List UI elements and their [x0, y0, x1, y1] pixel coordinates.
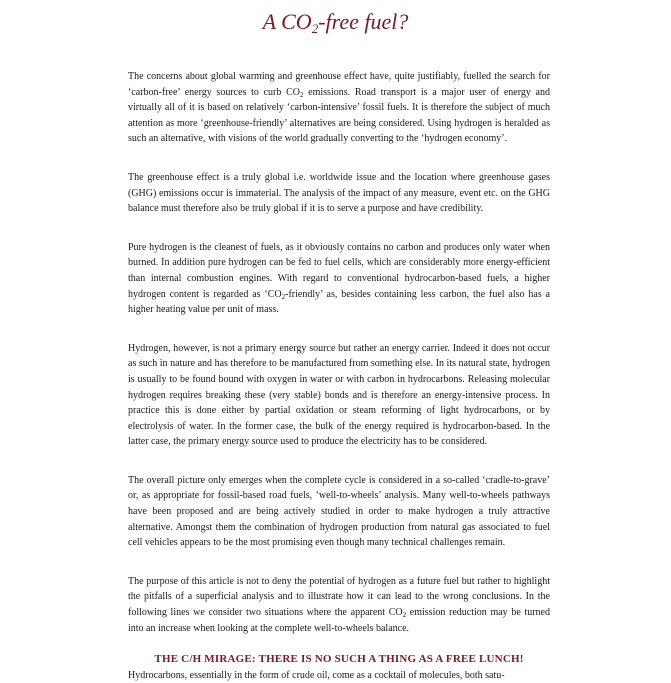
article-title — [0, 8, 671, 36]
subscript: 2 — [281, 292, 286, 301]
paragraph-text: emissions. Road transport is a major user of energy and virtually all of it is based on relatively ‘carbon-intensive’ fossil fuels. It is therefore the subject of much attention as more ‘greenhouse-friendly’ alternatives are being considered. Using hydrogen is heralded as such an alternative, with visions of the world gradually converting to the ‘hydrogen economy’. — [128, 86, 550, 145]
paragraph-3 — [128, 240, 550, 318]
paragraph-1 — [128, 69, 550, 147]
subscript: 2 — [402, 611, 407, 620]
article-body — [128, 69, 550, 659]
paragraph-5 — [128, 473, 550, 551]
paragraph-text: emission reduction may be turned into an increase when looking at the complete well-to-wheels balance. — [128, 607, 550, 634]
title-suffix: -free fuel? — [318, 9, 409, 34]
cut-off-text-line: Hydrocarbons, essentially in the form of crude oil, come as a cocktail of molecules, both satu- — [128, 670, 505, 681]
paragraph-text: Pure hydrogen is the cleanest of fuels, as it obviously contains no carbon and produces only water when burned. In addition pure hydrogen can be fed to fuel cells, which are considerably more energy-efficient than internal combustion engines. With regard to conventional hydrocarbon-based fuels, a higher hydrogen content is regarded as ‘CO — [128, 241, 550, 300]
title-subscript: 2 — [311, 21, 319, 36]
paragraph-4 — [128, 341, 550, 450]
paragraph-text: The greenhouse effect is a truly global i.e. worldwide issue and the location where greenhouse gases (GHG) emissions occur is immaterial. The analysis of the impact of any measure, event etc. on the GHG balance must therefore also be truly global if it is to serve a purpose and have credibility. — [128, 171, 550, 215]
paragraph-text: The concerns about global warming and greenhouse effect have, quite justifiably, fuelled the search for ‘carbon-free’ energy sources to curb CO — [128, 71, 550, 98]
title-prefix: A CO — [262, 9, 312, 34]
paragraph-text: The overall picture only emerges when the complete cycle is considered in a so-called ‘cradle-to-grave’ or, as appropriate for fossil-based road fuels, ‘well-to-wheels’ analysis. Many well-to-wheels pathways have been proposed and are being actively studied in order to make hydrogen a truly attractive alternative. Amongst them the combination of hydrogen production from natural gas associated to fuel cell vehicles appears to be the most promising even though many technical challenges remain. — [128, 474, 550, 549]
paragraph-2 — [128, 170, 550, 217]
paragraph-text: The purpose of this article is not to deny the potential of hydrogen as a future fuel but rather to highlight the pitfalls of a superficial analysis and to illustrate how it can lead to the wrong conclusions. In the following lines we consider two situations where the apparent CO — [128, 575, 550, 619]
paragraph-text: -friendly’ as, besides containing less carbon, the fuel also has a higher heating value per unit of mass. — [128, 288, 551, 316]
subscript: 2 — [299, 90, 304, 99]
section-heading: THE C/H MIRAGE: THERE IS NO SUCH A THING AS A FREE LUNCH! — [154, 653, 524, 665]
paragraph-text: Hydrogen, however, is not a primary energy source but rather an energy carrier. Indeed it does not occur as such in nature and has therefore to be manufactured from something else. In its natural state, hydrogen is usually to be found bound with oxygen in water or with carbon in hydrocarbons. Releasing molecular hydrogen requires breaking these (very stable) bonds and is therefore an energy-intensive process. In practice this is done either by partial oxidation or steam reforming of light hydrocarbons, or by electrolysis of water. In the former case, the bulk of the energy required is hydrocarbon-based. In the latter case, the primary energy source used to produce the electricity has to be considered. — [128, 342, 550, 448]
paragraph-6 — [128, 574, 550, 636]
